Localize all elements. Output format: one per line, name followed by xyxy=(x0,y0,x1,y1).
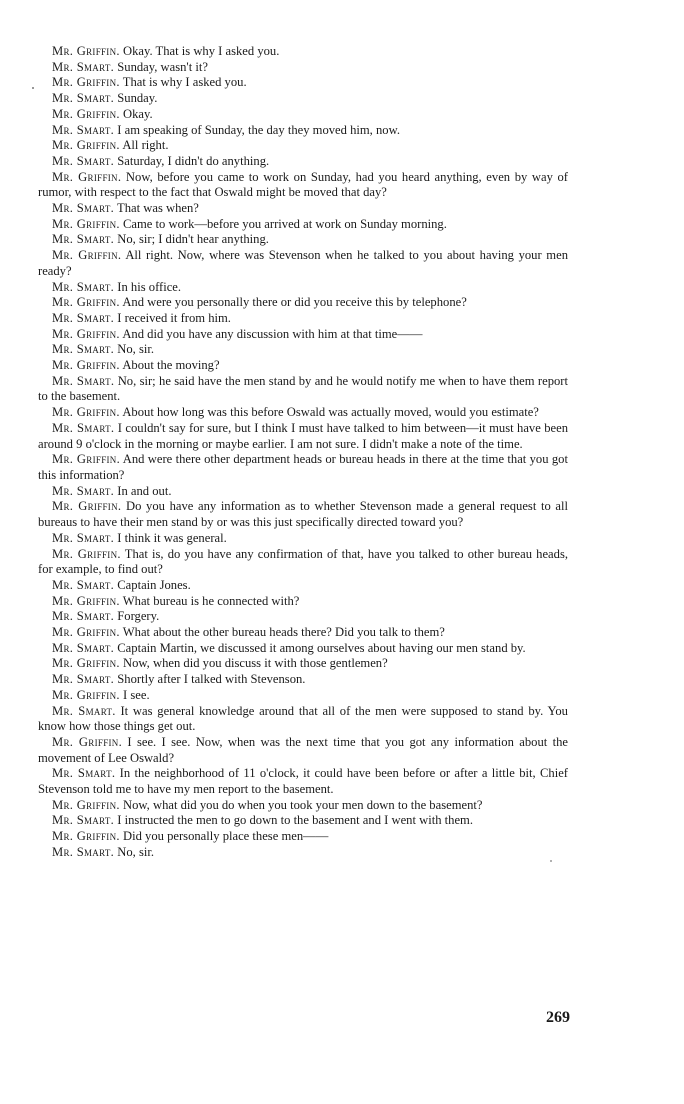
speech-text: No, sir. xyxy=(117,844,155,859)
speaker-name: Mr. Smart. xyxy=(52,766,116,781)
speech-text: And did you have any discussion with him at that time—— xyxy=(122,326,423,341)
speech-text: I am speaking of Sunday, the day they moved him, now. xyxy=(117,122,401,137)
speaker-name: Mr. Smart. xyxy=(52,483,115,498)
speech-text: In his office. xyxy=(117,279,182,294)
speaker-name: Mr. Griffin. xyxy=(52,169,122,184)
speaker-name: Mr. Griffin. xyxy=(52,797,120,812)
transcript-paragraph xyxy=(38,248,568,279)
speech-text: Saturday, I didn't do anything. xyxy=(117,153,270,168)
transcript-paragraph xyxy=(38,154,568,170)
speaker-name: Mr. Smart. xyxy=(52,201,115,216)
scan-speck xyxy=(550,860,552,862)
transcript-paragraph xyxy=(38,91,568,107)
speech-text: What bureau is he connected with? xyxy=(122,593,300,608)
speech-text: In the neighborhood of 11 o'clock, it could have been before or after a little bit, Chief Stevenson told me to have my men report to the basement. xyxy=(38,766,568,797)
speech-text: And were you personally there or did you receive this by telephone? xyxy=(122,295,467,310)
transcript-paragraph xyxy=(38,295,568,311)
speech-text: Now, before you came to work on Sunday, had you heard anything, even by way of rumor, with respect to the fact that Oswald might be moved that day? xyxy=(38,169,568,200)
speech-text: No, sir. xyxy=(117,342,155,357)
speaker-name: Mr. Griffin. xyxy=(52,656,120,671)
speaker-name: Mr. Smart. xyxy=(52,373,115,388)
speech-text: Now, what did you do when you took your men down to the basement? xyxy=(123,797,483,812)
speech-text: I couldn't say for sure, but I think I must have talked to him between—it must have been around 9 o'clock in the morning or maybe earlier. I am not sure. I didn't make a note of the time. xyxy=(38,420,568,451)
speech-text: That was when? xyxy=(117,201,199,216)
speaker-name: Mr. Smart. xyxy=(52,844,115,859)
transcript-paragraph xyxy=(38,594,568,610)
speaker-name: Mr. Smart. xyxy=(52,153,115,168)
transcript-paragraph xyxy=(38,766,568,797)
speaker-name: Mr. Griffin. xyxy=(52,216,120,231)
speech-text: Captain Jones. xyxy=(117,577,191,592)
transcript-paragraph xyxy=(38,327,568,343)
transcript-paragraph xyxy=(38,311,568,327)
speaker-name: Mr. Smart. xyxy=(52,813,115,828)
speaker-name: Mr. Smart. xyxy=(52,577,115,592)
speech-text: Okay. xyxy=(123,106,153,121)
speech-text: I instructed the men to go down to the basement and I went with them. xyxy=(117,813,473,828)
transcript-paragraph xyxy=(38,829,568,845)
speech-text: That is why I asked you. xyxy=(122,75,247,90)
speaker-name: Mr. Griffin. xyxy=(52,734,123,749)
transcript-paragraph xyxy=(38,609,568,625)
speech-text: Okay. That is why I asked you. xyxy=(123,44,280,58)
speech-text: I see. xyxy=(123,687,150,702)
speech-text: It was general knowledge around that all of the men were supposed to stand by. You know how those things get out. xyxy=(38,703,568,734)
transcript-paragraph xyxy=(38,374,568,405)
speech-text: No, sir; he said have the men stand by and he would notify me when to have them report to the basement. xyxy=(38,373,568,404)
speaker-name: Mr. Griffin. xyxy=(52,248,122,263)
speaker-name: Mr. Griffin. xyxy=(52,44,120,58)
transcript-paragraph xyxy=(38,107,568,123)
speaker-name: Mr. Griffin. xyxy=(52,625,120,640)
transcript-paragraph xyxy=(38,405,568,421)
speaker-name: Mr. Griffin. xyxy=(52,829,120,844)
transcript-paragraph xyxy=(38,170,568,201)
transcript-paragraph xyxy=(38,499,568,530)
speech-text: I received it from him. xyxy=(117,310,231,325)
transcript-paragraph xyxy=(38,704,568,735)
speaker-name: Mr. Smart. xyxy=(52,59,115,74)
transcript-paragraph xyxy=(38,201,568,217)
transcript-paragraph xyxy=(38,688,568,704)
speech-text: Now, when did you discuss it with those gentlemen? xyxy=(123,656,388,671)
speech-text: No, sir; I didn't hear anything. xyxy=(117,232,269,247)
speech-text: And were there other department heads or bureau heads in there at the time that you got this information? xyxy=(38,452,568,482)
transcript-paragraph xyxy=(38,452,568,483)
speaker-name: Mr. Griffin. xyxy=(52,326,120,341)
transcript-paragraph xyxy=(38,358,568,374)
page-number: 269 xyxy=(546,1009,570,1026)
transcript-paragraph xyxy=(38,641,568,657)
transcript-paragraph xyxy=(38,625,568,641)
transcript-paragraph xyxy=(38,138,568,154)
transcript-paragraph xyxy=(38,280,568,296)
speaker-name: Mr. Griffin. xyxy=(52,75,120,90)
transcript-page xyxy=(38,44,568,861)
transcript-paragraph xyxy=(38,60,568,76)
speech-text: About how long was this before Oswald was actually moved, would you estimate? xyxy=(122,405,539,420)
speech-text: All right. xyxy=(122,138,169,153)
speaker-name: Mr. Griffin. xyxy=(52,405,120,420)
transcript-paragraph xyxy=(38,421,568,452)
speaker-name: Mr. Smart. xyxy=(52,342,115,357)
transcript-paragraph xyxy=(38,656,568,672)
speaker-name: Mr. Smart. xyxy=(52,530,115,545)
speaker-name: Mr. Smart. xyxy=(52,310,115,325)
transcript-paragraph xyxy=(38,845,568,861)
speaker-name: Mr. Smart. xyxy=(52,640,115,655)
transcript-paragraph xyxy=(38,217,568,233)
transcript-paragraph xyxy=(38,232,568,248)
speaker-name: Mr. Smart. xyxy=(52,91,115,106)
speech-text: Do you have any information as to whether Stevenson made a general request to all bureaus to have their men stand by or was this just specifically directed toward you? xyxy=(38,499,568,530)
speaker-name: Mr. Smart. xyxy=(52,609,115,624)
speech-text: In and out. xyxy=(117,483,172,498)
speech-text: Sunday. xyxy=(117,91,158,106)
transcript-paragraph xyxy=(38,813,568,829)
speaker-name: Mr. Griffin. xyxy=(52,295,120,310)
speaker-name: Mr. Griffin. xyxy=(52,593,120,608)
transcript-paragraph xyxy=(38,123,568,139)
speaker-name: Mr. Smart. xyxy=(52,122,115,137)
speaker-name: Mr. Griffin. xyxy=(52,452,121,467)
transcript-paragraph xyxy=(38,735,568,766)
speaker-name: Mr. Griffin. xyxy=(52,138,120,153)
speech-text: Captain Martin, we discussed it among ourselves about having our men stand by. xyxy=(117,640,526,655)
speech-text: I think it was general. xyxy=(117,530,227,545)
transcript-paragraph xyxy=(38,44,568,60)
scan-speck xyxy=(32,87,34,89)
speaker-name: Mr. Griffin. xyxy=(52,499,122,514)
speaker-name: Mr. Griffin. xyxy=(52,546,121,561)
speaker-name: Mr. Smart. xyxy=(52,703,116,718)
speech-text: That is, do you have any confirmation of that, have you talked to other bureau heads, for example, to find out? xyxy=(38,546,568,577)
transcript-paragraph xyxy=(38,578,568,594)
speaker-name: Mr. Griffin. xyxy=(52,687,120,702)
speaker-name: Mr. Smart. xyxy=(52,232,115,247)
speech-text: Shortly after I talked with Stevenson. xyxy=(117,672,306,687)
speech-text: Sunday, wasn't it? xyxy=(117,59,208,74)
speaker-name: Mr. Griffin. xyxy=(52,106,120,121)
transcript-paragraph xyxy=(38,547,568,578)
speech-text: Did you personally place these men—— xyxy=(123,829,329,844)
speaker-name: Mr. Smart. xyxy=(52,279,115,294)
speaker-name: Mr. Smart. xyxy=(52,420,115,435)
speech-text: What about the other bureau heads there? Did you talk to them? xyxy=(122,625,445,640)
speech-text: All right. Now, where was Stevenson when he talked to you about having your men ready? xyxy=(38,248,568,278)
speech-text: I see. I see. Now, when was the next time that you got any information about the movement of Lee Oswald? xyxy=(38,734,568,765)
speaker-name: Mr. Griffin. xyxy=(52,358,120,373)
speech-text: About the moving? xyxy=(122,358,220,373)
speech-text: Came to work—before you arrived at work on Sunday morning. xyxy=(123,216,447,231)
speaker-name: Mr. Smart. xyxy=(52,672,115,687)
transcript-paragraph xyxy=(38,342,568,358)
transcript-paragraph xyxy=(38,484,568,500)
transcript-paragraph xyxy=(38,75,568,91)
speech-text: Forgery. xyxy=(117,609,160,624)
transcript-paragraph xyxy=(38,531,568,547)
transcript-paragraph xyxy=(38,672,568,688)
transcript-paragraph xyxy=(38,798,568,814)
